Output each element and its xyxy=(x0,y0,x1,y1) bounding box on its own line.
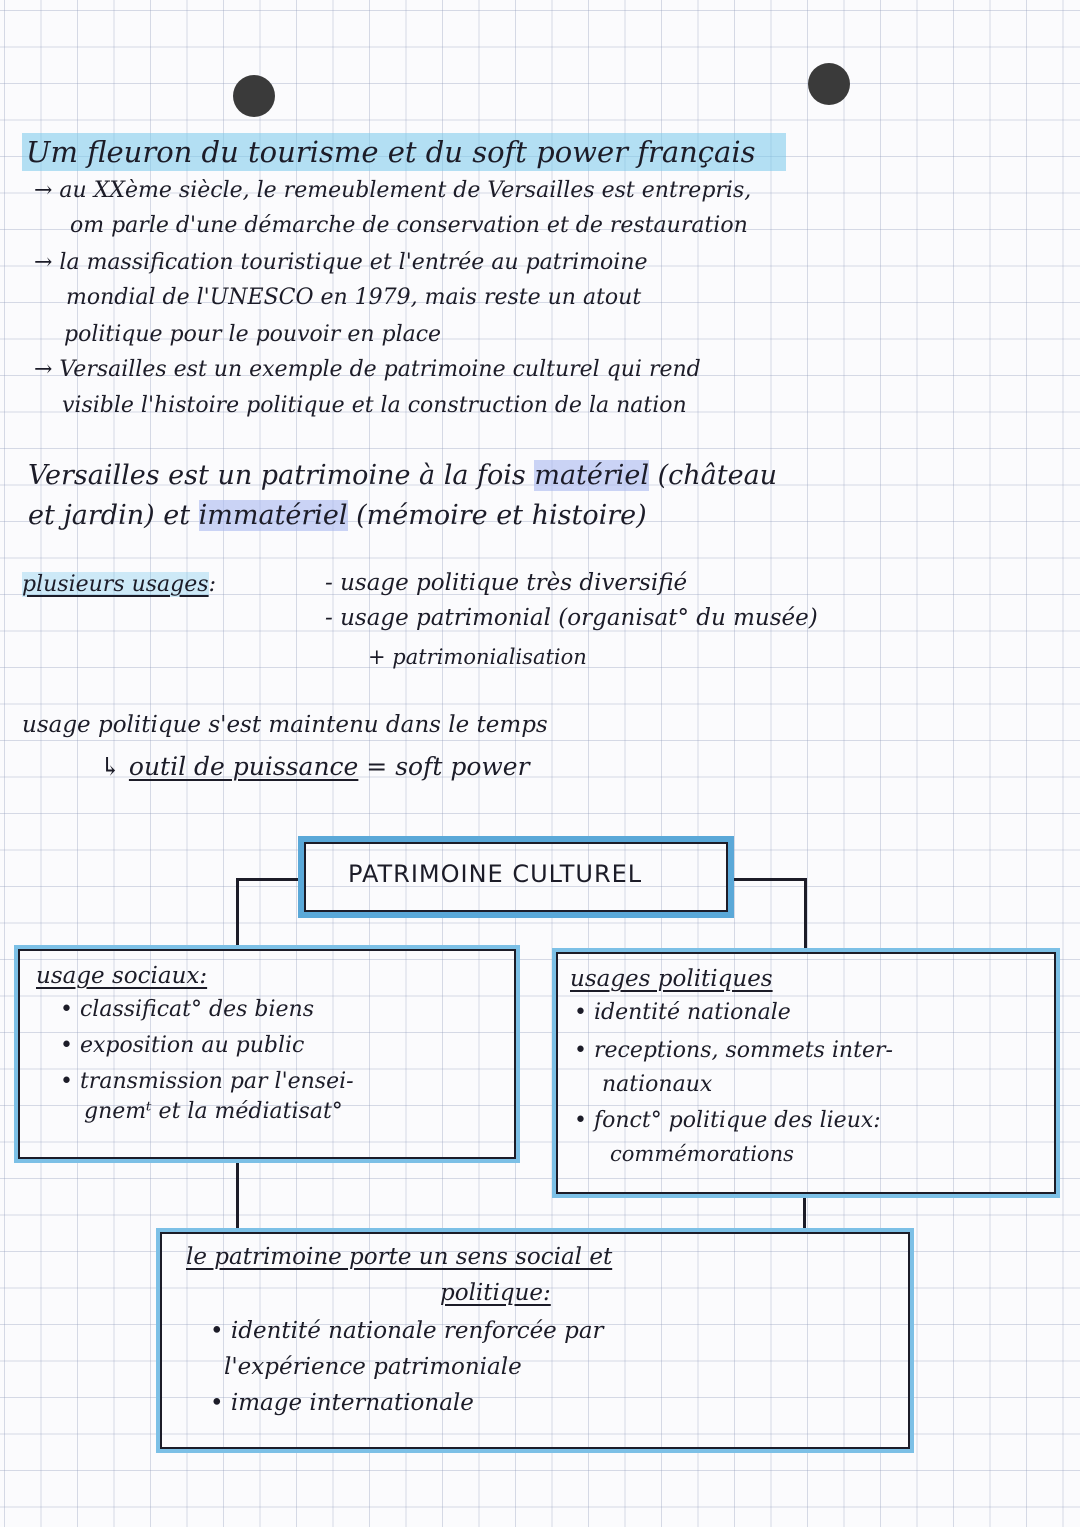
text-fragment: (mémoire et histoire) xyxy=(347,500,647,531)
connector-top xyxy=(236,878,239,948)
note-line: → Versailles est un exemple de patrimoine culturel qui rend xyxy=(34,357,701,382)
hook-arrow: ↳ xyxy=(100,752,129,781)
connector-top xyxy=(734,878,806,881)
list-item: commémorations xyxy=(610,1142,794,1166)
patrimoine-culturel-box xyxy=(298,836,734,918)
note-line: → au XXème siècle, le remeublement de Versailles est entrepris, xyxy=(34,178,752,203)
usages-politiques-title: usages politiques xyxy=(570,966,773,992)
list-item: • classificat° des biens xyxy=(60,997,314,1022)
soft-power-text: = soft power xyxy=(358,752,530,781)
connector-top xyxy=(236,878,302,881)
title-highlight: Um fleuron du tourisme et du soft power français xyxy=(22,133,786,171)
immateriel-highlight: immatériel xyxy=(198,500,348,531)
punch-hole-right xyxy=(808,63,850,105)
sens-social-title-2: politique: xyxy=(440,1280,551,1306)
connector-top xyxy=(804,878,807,950)
list-item: • exposition au public xyxy=(60,1033,305,1058)
note-line: → la massification touristique et l'entrée au patrimoine xyxy=(34,250,648,275)
list-item: l'expérience patrimoniale xyxy=(224,1354,522,1380)
list-item: nationaux xyxy=(602,1072,713,1097)
list-item: • fonct° politique des lieux: xyxy=(574,1108,881,1133)
usages-colon: : xyxy=(208,572,216,597)
versailles-line-1 xyxy=(28,460,777,491)
usages-sociaux-title: usage sociaux: xyxy=(36,963,208,989)
outil-text: outil de puissance xyxy=(128,752,359,781)
patrimoine-culturel-label: PATRIMOINE CULTUREL xyxy=(348,860,643,888)
versailles-line-2 xyxy=(28,500,647,531)
usages-item: + patrimonialisation xyxy=(368,645,587,669)
list-item: • image internationale xyxy=(210,1390,474,1416)
usages-politiques-box xyxy=(552,948,1060,1198)
text-fragment: et jardin) et xyxy=(28,500,199,531)
usages-label xyxy=(22,572,216,597)
connector-bottom xyxy=(236,1163,239,1233)
note-line: mondial de l'UNESCO en 1979, mais reste un atout xyxy=(66,285,642,310)
outil-line xyxy=(100,752,530,781)
text-fragment: (château xyxy=(649,460,778,491)
list-item: • receptions, sommets inter- xyxy=(574,1038,893,1063)
list-item: • identité nationale xyxy=(574,1000,791,1025)
usages-label-text: plusieurs usages xyxy=(22,572,209,597)
text-fragment: Versailles est un patrimoine à la fois xyxy=(28,460,535,491)
usages-sociaux-box xyxy=(14,945,520,1163)
politique-line: usage politique s'est maintenu dans le temps xyxy=(22,712,548,738)
note-line: politique pour le pouvoir en place xyxy=(64,322,442,347)
list-item: gnemᵗ et la médiatisat° xyxy=(84,1099,343,1124)
list-item: • identité nationale renforcée par xyxy=(210,1318,604,1344)
materiel-highlight: matériel xyxy=(534,460,650,491)
note-line: om parle d'une démarche de conservation et de restauration xyxy=(70,213,748,238)
usages-item: - usage patrimonial (organisat° du musée) xyxy=(325,605,818,631)
note-title xyxy=(22,135,786,169)
usages-item: - usage politique très diversifié xyxy=(325,570,688,596)
list-item: • transmission par l'ensei- xyxy=(60,1069,354,1094)
sens-social-box xyxy=(156,1228,914,1453)
sens-social-title: le patrimoine porte un sens social et xyxy=(186,1244,613,1270)
note-line: visible l'histoire politique et la construction de la nation xyxy=(62,393,687,418)
punch-hole-left xyxy=(233,75,275,117)
